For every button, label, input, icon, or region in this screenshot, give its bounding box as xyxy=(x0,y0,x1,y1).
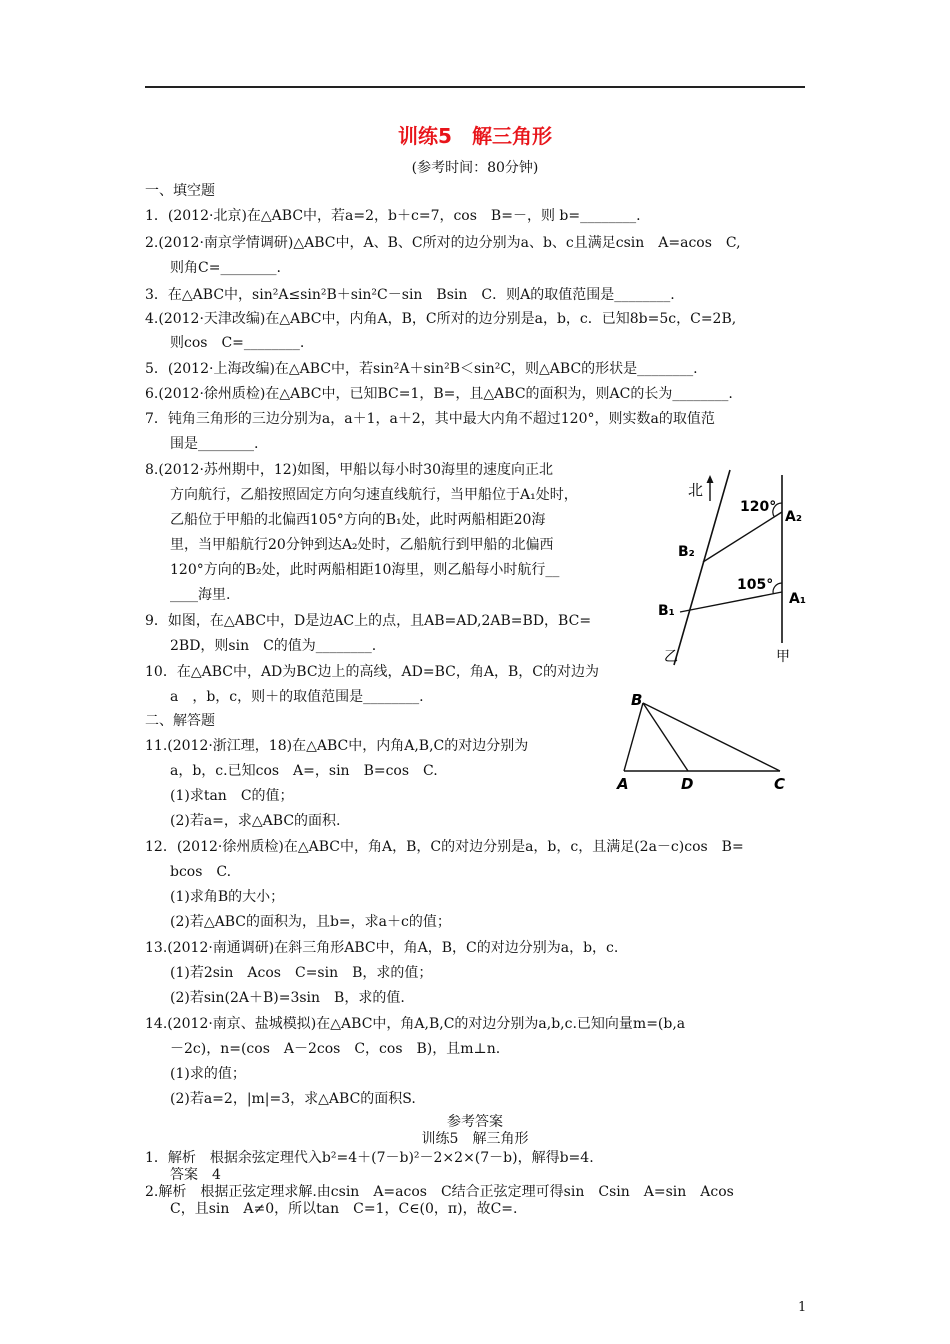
label-b2: B₂ xyxy=(678,544,695,560)
b1-a1-line xyxy=(680,592,782,612)
question-line: (1)若2sin Acos C=sin B，求的值； xyxy=(170,965,433,981)
north-label: 北 xyxy=(688,481,704,499)
side-bc xyxy=(643,703,780,771)
triangle-diagram xyxy=(610,690,800,795)
angle-label-top: 120° xyxy=(740,499,777,515)
question-line: 4.(2012·天津改编)在△ABC中，内角A，B，C所对的边分别是a，b，c．已知8b=5c，C=2B, xyxy=(145,311,737,327)
question-line: 1．(2012·北京)在△ABC中，若a=2，b＋c=7，cos B=－，则 b=________. xyxy=(145,208,641,224)
question-line: 2.(2012·南京学情调研)△ABC中，A、B、C所对的边分别为a、b、c且满足csin A=acos C, xyxy=(145,235,741,251)
question-line: bcos C. xyxy=(170,864,232,880)
question-line: 6.(2012·徐州质检)在△ABC中，已知BC=1，B=，且△ABC的面积为，则AC的长为________. xyxy=(145,386,733,402)
question-line: －2c)，n=(cos A－2cos C，cos B)，且m⊥n. xyxy=(170,1041,501,1057)
question-line: a，b，c.已知cos A=，sin B=cos C. xyxy=(170,763,438,779)
question-line: 二、解答题 xyxy=(145,713,215,729)
label-yi: 乙 xyxy=(664,649,678,665)
answer-line: 1．解析 根据余弦定理代入b²=4＋(7－b)²－2×2×(7－b)，解得b=4. xyxy=(145,1150,594,1166)
question-line: 3．在△ABC中，sin²A≤sin²B＋sin²C－sin Bsin C．则A的取值范围是________. xyxy=(145,287,675,303)
answers-title: 参考答案 xyxy=(447,1114,503,1130)
angle-label-bottom: 105° xyxy=(737,577,774,593)
answer-line: 答案 4 xyxy=(170,1167,221,1183)
answer-line: 2.解析 根据正弦定理求解.由csin A=acos C结合正弦定理可得sin Csin A=sin Acos xyxy=(145,1184,734,1200)
question-line: 13.(2012·南通调研)在斜三角形ABC中，角A，B，C的对边分别为a，b，c. xyxy=(145,940,619,956)
question-line: 10．在△ABC中，AD为BC边上的高线，AD=BC，角A，B，C的对边为 xyxy=(145,664,599,680)
question-line: 11.(2012·浙江理，18)在△ABC中，内角A,B,C的对边分别为 xyxy=(145,738,529,754)
question-line: 里，当甲船航行20分钟到达A₂处时，乙船航行到甲船的北偏西 xyxy=(170,537,554,553)
question-line: ____海里. xyxy=(170,587,231,603)
question-line: (1)求角B的大小； xyxy=(170,889,285,905)
question-line: 5．(2012·上海改编)在△ABC中，若sin²A＋sin²B＜sin²C，则△ABC的形状是________. xyxy=(145,361,698,377)
label-b: B xyxy=(631,691,643,709)
question-line: 8.(2012·苏州期中，12)如图，甲船以每小时30海里的速度向正北 xyxy=(145,462,553,478)
question-line: (2)若a=，求△ABC的面积. xyxy=(170,813,341,829)
answer-line: C，且sin A≠0，所以tan C=1，C∈(0，π)，故C=. xyxy=(170,1201,518,1217)
question-line: 一、填空题 xyxy=(145,183,215,199)
question-line: 14.(2012·南京、盐城模拟)在△ABC中，角A,B,C的对边分别为a,b,c.已知向量m=(b,a xyxy=(145,1016,686,1032)
question-line: 乙船位于甲船的北偏西105°方向的B₁处，此时两船相距20海 xyxy=(170,512,546,528)
label-c: C xyxy=(774,775,786,793)
question-line: 则角C=________. xyxy=(170,260,281,276)
question-line: 12．(2012·徐州质检)在△ABC中，角A，B，C的对边分别是a，b，c，且满足(2a－c)cos B= xyxy=(145,839,744,855)
header-rule xyxy=(145,86,805,88)
page-subtitle: (参考时间：80分钟) xyxy=(411,160,539,176)
label-d: D xyxy=(681,775,694,793)
b2-a2-line xyxy=(703,512,782,562)
segment-bd xyxy=(643,703,688,771)
question-line: 2BD，则sin C的值为________. xyxy=(170,638,377,654)
question-line: (2)若a=2，|m|=3，求△ABC的面积S. xyxy=(170,1091,416,1107)
question-line: 则cos C=________. xyxy=(170,335,305,351)
page-number: 1 xyxy=(798,1300,807,1315)
label-a2: A₂ xyxy=(785,509,802,525)
label-a: A xyxy=(617,775,629,793)
question-line: 围是________. xyxy=(170,436,259,452)
question-line: 9．如图，在△ABC中，D是边AC上的点，且AB=AD,2AB=BD，BC= xyxy=(145,613,592,629)
ship-diagram xyxy=(650,465,810,680)
question-line: 7．钝角三角形的三边分别为a，a＋1，a＋2，其中最大内角不超过120°，则实数a的取值范 xyxy=(145,411,715,427)
label-a1: A₁ xyxy=(789,591,806,607)
north-arrow-head-icon xyxy=(707,475,714,483)
label-jia: 甲 xyxy=(776,649,790,665)
side-ab xyxy=(624,703,643,771)
answers-subtitle: 训练5 解三角形 xyxy=(421,1131,529,1147)
question-line: 120°方向的B₂处，此时两船相距10海里，则乙船每小时航行__ xyxy=(170,562,560,578)
question-line: (2)若△ABC的面积为，且b=，求a＋c的值； xyxy=(170,914,451,930)
question-line: a ，b，c，则＋的取值范围是________. xyxy=(170,689,424,705)
question-line: 方向航行，乙船按照固定方向匀速直线航行，当甲船位于A₁处时， xyxy=(170,487,578,503)
question-line: (2)若sin(2A＋B)=3sin B，求的值. xyxy=(170,990,405,1006)
page-title: 训练5 解三角形 xyxy=(398,124,552,148)
label-b1: B₁ xyxy=(658,603,675,619)
question-line: (1)求tan C的值； xyxy=(170,788,294,804)
question-line: (1)求的值； xyxy=(170,1066,246,1082)
yi-course-line xyxy=(674,470,730,665)
